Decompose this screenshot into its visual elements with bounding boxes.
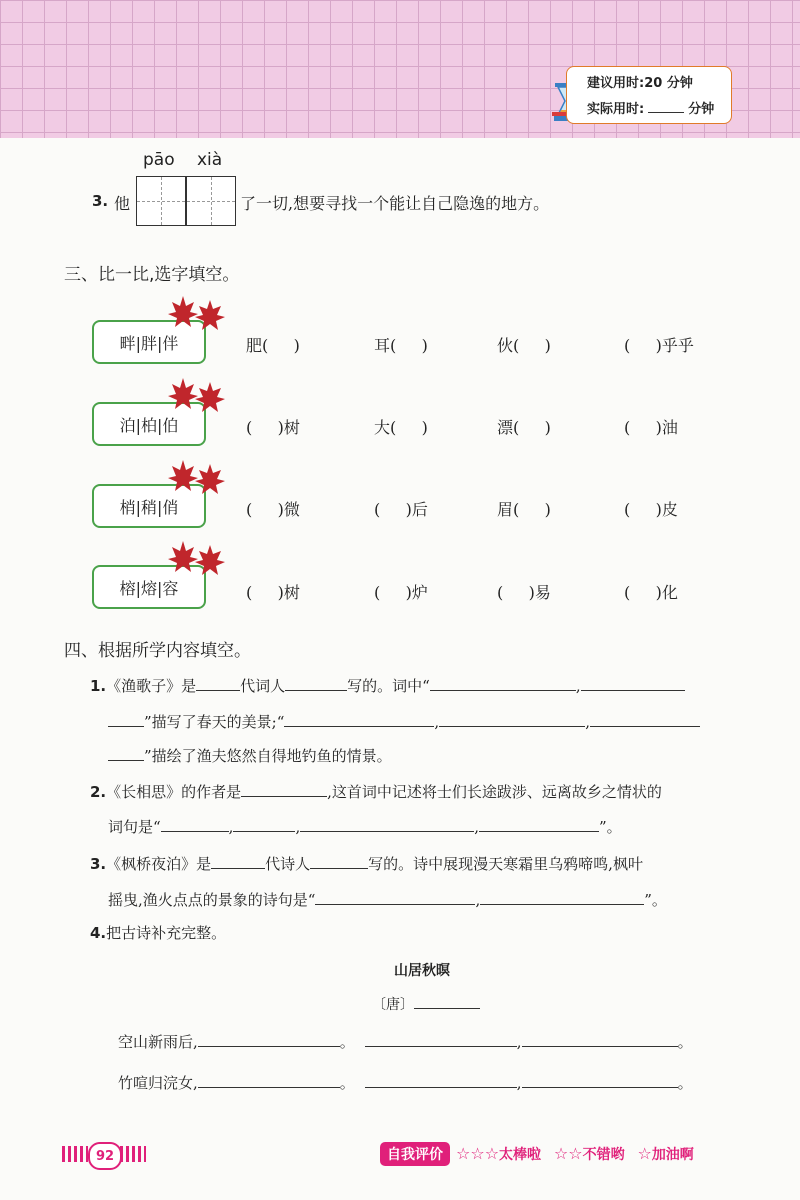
author-blank[interactable] xyxy=(414,992,480,1009)
actual-time-label: 实际用时: xyxy=(587,102,645,117)
q1-line-2: ”描写了春天的美景;“ , , xyxy=(108,710,700,732)
fill-item[interactable]: ( )油 xyxy=(624,418,678,437)
fill-item[interactable]: 眉( ) xyxy=(497,500,551,519)
star-icon[interactable]: ☆ xyxy=(637,1144,652,1163)
fill-item[interactable]: ( )乎乎 xyxy=(624,336,694,355)
maple-leaf-icon xyxy=(168,294,228,334)
writing-box-1[interactable] xyxy=(136,176,186,226)
rating-keep-going: 加油啊 xyxy=(651,1147,694,1163)
actual-time-unit: 分钟 xyxy=(688,102,715,117)
section4-title: 四、根据所学内容填空。 xyxy=(64,641,251,661)
q4-line-1: 4.把古诗补充完整。 xyxy=(90,924,227,942)
fill-item[interactable]: 大( ) xyxy=(374,418,428,437)
star-icon[interactable]: ☆☆☆ xyxy=(456,1144,500,1163)
fill-item[interactable]: 漂( ) xyxy=(497,418,551,437)
suggested-time-label: 建议用时: xyxy=(587,76,645,91)
pinyin-2: xià xyxy=(197,150,223,170)
answer-blank[interactable] xyxy=(233,815,295,832)
q3-fill-number: 3. xyxy=(90,855,107,873)
answer-blank[interactable] xyxy=(285,674,347,691)
q1-number: 1. xyxy=(90,677,107,695)
pinyin-1: pāo xyxy=(143,150,175,170)
page-number-badge xyxy=(62,1140,146,1168)
char-group-box-2: 泊|柏|伯 xyxy=(92,402,206,446)
section3-title: 三、比一比,选字填空。 xyxy=(64,265,240,285)
fill-item[interactable]: ( )树 xyxy=(246,583,300,602)
fill-item[interactable]: 肥( ) xyxy=(246,336,300,355)
suggested-time-value: 20 分钟 xyxy=(644,76,693,91)
poem-author-line: 〔唐〕 xyxy=(372,992,480,1014)
fill-item[interactable]: ( )化 xyxy=(624,583,678,602)
q4-number: 4. xyxy=(90,924,107,942)
answer-blank[interactable] xyxy=(522,1030,678,1047)
q3-before-text: 他 xyxy=(114,194,131,213)
answer-blank[interactable] xyxy=(365,1071,517,1088)
fill-item[interactable]: 伙( ) xyxy=(497,336,551,355)
answer-blank[interactable] xyxy=(479,815,599,832)
char-group-box-4: 榕|熔|容 xyxy=(92,565,206,609)
page-number-circle xyxy=(88,1142,122,1170)
answer-blank[interactable] xyxy=(300,815,474,832)
answer-blank[interactable] xyxy=(198,1030,340,1047)
answer-blank[interactable] xyxy=(581,674,685,691)
maple-leaf-icon xyxy=(168,376,228,416)
actual-time-blank[interactable] xyxy=(648,96,684,113)
answer-blank[interactable] xyxy=(108,744,144,761)
poem-line-2: 竹喧归浣女, 。 , 。 xyxy=(118,1071,693,1093)
page-number: 92 xyxy=(95,1148,115,1164)
fill-item[interactable]: ( )皮 xyxy=(624,500,678,519)
fill-item[interactable]: 耳( ) xyxy=(374,336,428,355)
rating-excellent: 太棒啦 xyxy=(499,1147,542,1163)
fill-item[interactable]: ( )微 xyxy=(246,500,300,519)
q3-line-2: 摇曳,渔火点点的景象的诗句是“ , ”。 xyxy=(108,888,667,910)
answer-blank[interactable] xyxy=(196,674,240,691)
answer-blank[interactable] xyxy=(310,852,368,869)
answer-blank[interactable] xyxy=(241,780,327,797)
char-group-box-1: 畔|胖|伴 xyxy=(92,320,206,364)
q2-number: 2. xyxy=(90,783,107,801)
answer-blank[interactable] xyxy=(430,674,576,691)
answer-blank[interactable] xyxy=(522,1071,678,1088)
fill-item[interactable]: ( )树 xyxy=(246,418,300,437)
maple-leaf-icon xyxy=(168,458,228,498)
self-eval-label: 自我评价 xyxy=(380,1142,450,1166)
page-stripes-left xyxy=(62,1146,88,1162)
answer-blank[interactable] xyxy=(108,710,144,727)
star-icon[interactable]: ☆☆ xyxy=(553,1144,583,1163)
fill-item[interactable]: ( )炉 xyxy=(374,583,428,602)
answer-blank[interactable] xyxy=(590,710,700,727)
time-box xyxy=(566,66,732,124)
rating-good: 不错哟 xyxy=(582,1147,625,1163)
char-group-box-3: 梢|稍|俏 xyxy=(92,484,206,528)
q3-after-text: 了一切,想要寻找一个能让自己隐逸的地方。 xyxy=(240,194,550,213)
q1-line-3: ”描绘了渔夫悠然自得地钓鱼的情景。 xyxy=(108,744,392,766)
answer-blank[interactable] xyxy=(315,888,475,905)
answer-blank[interactable] xyxy=(439,710,585,727)
fill-item[interactable]: ( )后 xyxy=(374,500,428,519)
answer-blank[interactable] xyxy=(161,815,229,832)
answer-blank[interactable] xyxy=(284,710,434,727)
fill-item[interactable]: ( )易 xyxy=(497,583,551,602)
writing-box-2[interactable] xyxy=(186,176,236,226)
q2-line-1: 2.《长相思》的作者是 ,这首词中记述将士们长途跋涉、远离故乡之情状的 xyxy=(90,780,662,802)
answer-blank[interactable] xyxy=(480,888,644,905)
answer-blank[interactable] xyxy=(211,852,265,869)
poem-title: 山居秋暝 xyxy=(394,963,450,979)
maple-leaf-icon xyxy=(168,539,228,579)
answer-blank[interactable] xyxy=(365,1030,517,1047)
page-stripes-right xyxy=(120,1146,146,1162)
q1-line-1: 1.《渔歌子》是 代词人 写的。词中“ , xyxy=(90,674,685,696)
q2-line-2: 词句是“ , , , ”。 xyxy=(108,815,622,837)
answer-blank[interactable] xyxy=(198,1071,340,1088)
q3-number: 3. xyxy=(92,192,109,210)
poem-line-1: 空山新雨后, 。 , 。 xyxy=(118,1030,693,1052)
rating-row xyxy=(456,1144,694,1164)
q3-line-1: 3.《枫桥夜泊》是 代诗人 写的。诗中展现漫天寒霜里乌鸦啼鸣,枫叶 xyxy=(90,852,643,874)
